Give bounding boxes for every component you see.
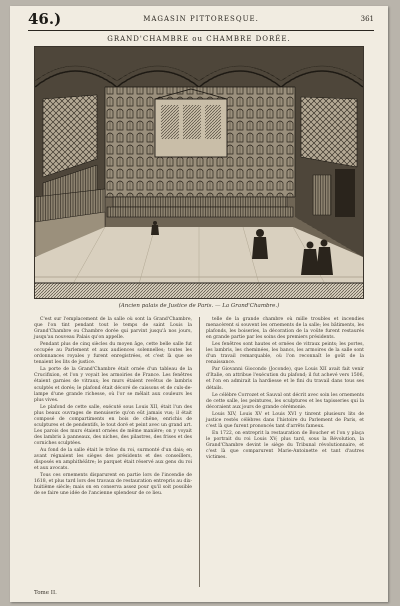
illustration-caption: (Ancien palais de Justice de Paris. — La Grand'Chambre.) (118, 303, 280, 309)
paragraph: Les fenêtres sont hautes et ornées de vitraux peints; les portes, les lambris, les cheminées, les bancs, les armoires de la salle sont d'un travail remarquable, où l'on reconnaît le goût de la renaissance. (206, 342, 364, 366)
magazine-page (10, 6, 388, 602)
paragraph: Pendant plus de cinq siècles du moyen âge, cette belle salle fut occupée au Parlement et aux audiences solennelles; toutes les ordonnances royales y furent enregistrées, et c'est là que se tenaient les lits de justice. (34, 342, 192, 366)
running-title: MAGASIN PITTORESQUE. (143, 15, 259, 23)
paragraph: telle de la grande chambre où mille troubles et incendies menacèrent si souvent les ornements de la salle; les bâtiments, les plafonds, les boiseries, la décoration de la voûte furent restaurés en grande partie par les soins des premiers présidents. (206, 317, 364, 341)
paragraph: Par Giovanni Giocondo (Joconde), que Louis XII avait fait venir d'Italie, on attribue l'exécution du plafond; il fut achevé vers 1506, et l'on en admirait la hardiesse et le fini du travail dans tous ses détails. (206, 367, 364, 391)
article-title: GRAND'CHAMBRE ou CHAMBRE DORÉE. (107, 35, 291, 43)
paragraph: Le plafond de cette salle, exécuté sous Louis XII, était l'un des plus beaux ouvrages de menuiserie qu'on eût jamais vus; il était composé de compartiments en bois de chêne, enrichis de sculptures et de pendentifs, le tout doré et peint avec un grand art. Les parois des murs étaient ornées de même manière; on y voyait des lambris à panneaux, des niches, des pilastres, des frises et des corniches sculptées. (34, 404, 192, 446)
engraving-illustration (34, 46, 364, 299)
page-header (28, 10, 374, 31)
paragraph: Tous ces ornements disparurent en partie lors de l'incendie de 1618, et plus tard lors des travaux de restauration entrepris au dix-huitième siècle; mais on en conserva assez pour qu'il soit possible de se faire une idée de l'ancienne splendeur de ce lieu. (34, 473, 192, 497)
right-column (206, 317, 364, 587)
page-number: 361 (360, 15, 374, 23)
article-body (34, 317, 364, 587)
left-column (34, 317, 192, 587)
paragraph: Louis XIV, Louis XV et Louis XVI y tinrent plusieurs lits de justice restés célèbres dans l'histoire du Parlement de Paris, et c'est là que furent prononcés tant d'arrêts fameux. (206, 411, 364, 429)
paragraph: Au fond de la salle était le trône du roi, surmonté d'un dais; en avant régnaient les sièges des présidents et des conseillers, disposés en amphithéâtre; le parquet était réservé aux gens du roi et aux avocats. (34, 447, 192, 472)
paragraph: Le célèbre Corrozet et Sauval ont décrit avec soin les ornements de cette salle, les peintures, les sculptures et les tapisseries qui la décoraient aux jours de grande cérémonie. (206, 392, 364, 410)
paragraph: C'est sur l'emplacement de la salle où sont la Grand'Chambre, que l'on tint pendant tout le temps de saint Louis la Grand'Chambre ou Chambre dorée qui parvint jusqu'à nos jours, jusqu'au nouveau Palais qu'on appelle. (34, 317, 192, 341)
paragraph: La porte de la Grand'Chambre était ornée d'un tableau de la Crucifixion, et l'on y voyait les armoiries de France. Les fenêtres étaient garnies de vitraux; les murs étaient revêtus de lambris sculptés et dorés; le plafond était décoré de caissons et de culs-de-lampe d'une grande richesse, où l'or se mêlait aux couleurs les plus vives. (34, 367, 192, 403)
tome-label: Tome II. (34, 590, 57, 596)
column-divider (199, 317, 200, 587)
paragraph: En 1722, on entreprit la restauration de Boucher et l'on y plaça le portrait du roi Louis XV; plus tard, sous la Révolution, la Grand'Chambre devint le siège du Tribunal révolutionnaire, et c'est là que comparurent Marie-Antoinette et tant d'autres victimes. (206, 430, 364, 461)
gothic-hall-engraving (35, 47, 363, 298)
issue-number: 46.) (28, 10, 62, 28)
